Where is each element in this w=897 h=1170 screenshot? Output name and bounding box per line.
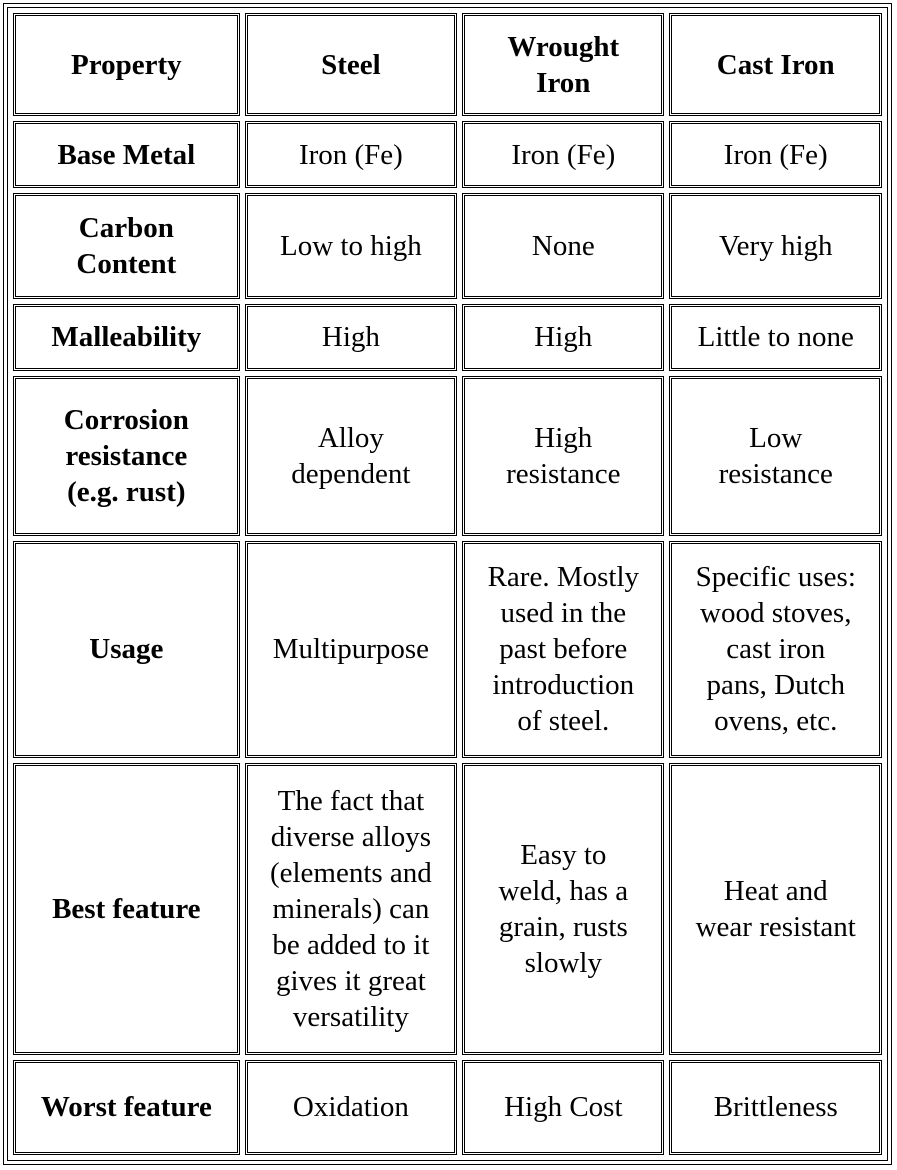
- header-steel: Steel: [245, 13, 457, 116]
- cell-steel-worst-feature: Oxidation: [245, 1060, 457, 1155]
- cell-cast-iron-base-metal: Iron (Fe): [669, 121, 882, 188]
- cell-wrought-iron-malleability: High: [462, 304, 664, 371]
- row-label-best-feature: Best feature: [13, 763, 240, 1055]
- cell-cast-iron-worst-feature: Brittleness: [669, 1060, 882, 1155]
- cell-cast-iron-best-feature: Heat and wear resistant: [669, 763, 882, 1055]
- comparison-table-frame: [3, 3, 892, 1165]
- header-wrought-iron: Wrought Iron: [462, 13, 664, 116]
- row-label-base-metal: Base Metal: [13, 121, 240, 188]
- cell-wrought-iron-worst-feature: High Cost: [462, 1060, 664, 1155]
- cell-wrought-iron-best-feature: Easy to weld, has a grain, rusts slowly: [462, 763, 664, 1055]
- row-label-malleability: Malleability: [13, 304, 240, 371]
- cell-wrought-iron-carbon-content: None: [462, 193, 664, 298]
- table-row-best-feature: [13, 763, 882, 1055]
- cell-cast-iron-malleability: Little to none: [669, 304, 882, 371]
- cell-cast-iron-carbon-content: Very high: [669, 193, 882, 298]
- cell-cast-iron-usage: Specific uses: wood stoves, cast iron pans, Dutch ovens, etc.: [669, 541, 882, 758]
- cell-wrought-iron-usage: Rare. Mostly used in the past before introduction of steel.: [462, 541, 664, 758]
- cell-wrought-iron-base-metal: Iron (Fe): [462, 121, 664, 188]
- table-row-corrosion-resistance: [13, 376, 882, 536]
- table-header-row: [13, 13, 882, 116]
- cell-steel-best-feature: The fact that diverse alloys (elements and minerals) can be added to it gives it great versatility: [245, 763, 457, 1055]
- cell-steel-corrosion-resistance: Alloy dependent: [245, 376, 457, 536]
- header-property: Property: [13, 13, 240, 116]
- row-label-corrosion-resistance: Corrosion resistance (e.g. rust): [13, 376, 240, 536]
- table-row-usage: [13, 541, 882, 758]
- table-row-base-metal: [13, 121, 882, 188]
- table-row-carbon-content: [13, 193, 882, 298]
- table-row-worst-feature: [13, 1060, 882, 1155]
- cell-steel-malleability: High: [245, 304, 457, 371]
- cell-steel-base-metal: Iron (Fe): [245, 121, 457, 188]
- cell-steel-usage: Multipurpose: [245, 541, 457, 758]
- cell-cast-iron-corrosion-resistance: Low resistance: [669, 376, 882, 536]
- row-label-usage: Usage: [13, 541, 240, 758]
- metal-comparison-table: [7, 7, 888, 1161]
- cell-wrought-iron-corrosion-resistance: High resistance: [462, 376, 664, 536]
- row-label-worst-feature: Worst feature: [13, 1060, 240, 1155]
- header-cast-iron: Cast Iron: [669, 13, 882, 116]
- table-row-malleability: [13, 304, 882, 371]
- row-label-carbon-content: Carbon Content: [13, 193, 240, 298]
- cell-steel-carbon-content: Low to high: [245, 193, 457, 298]
